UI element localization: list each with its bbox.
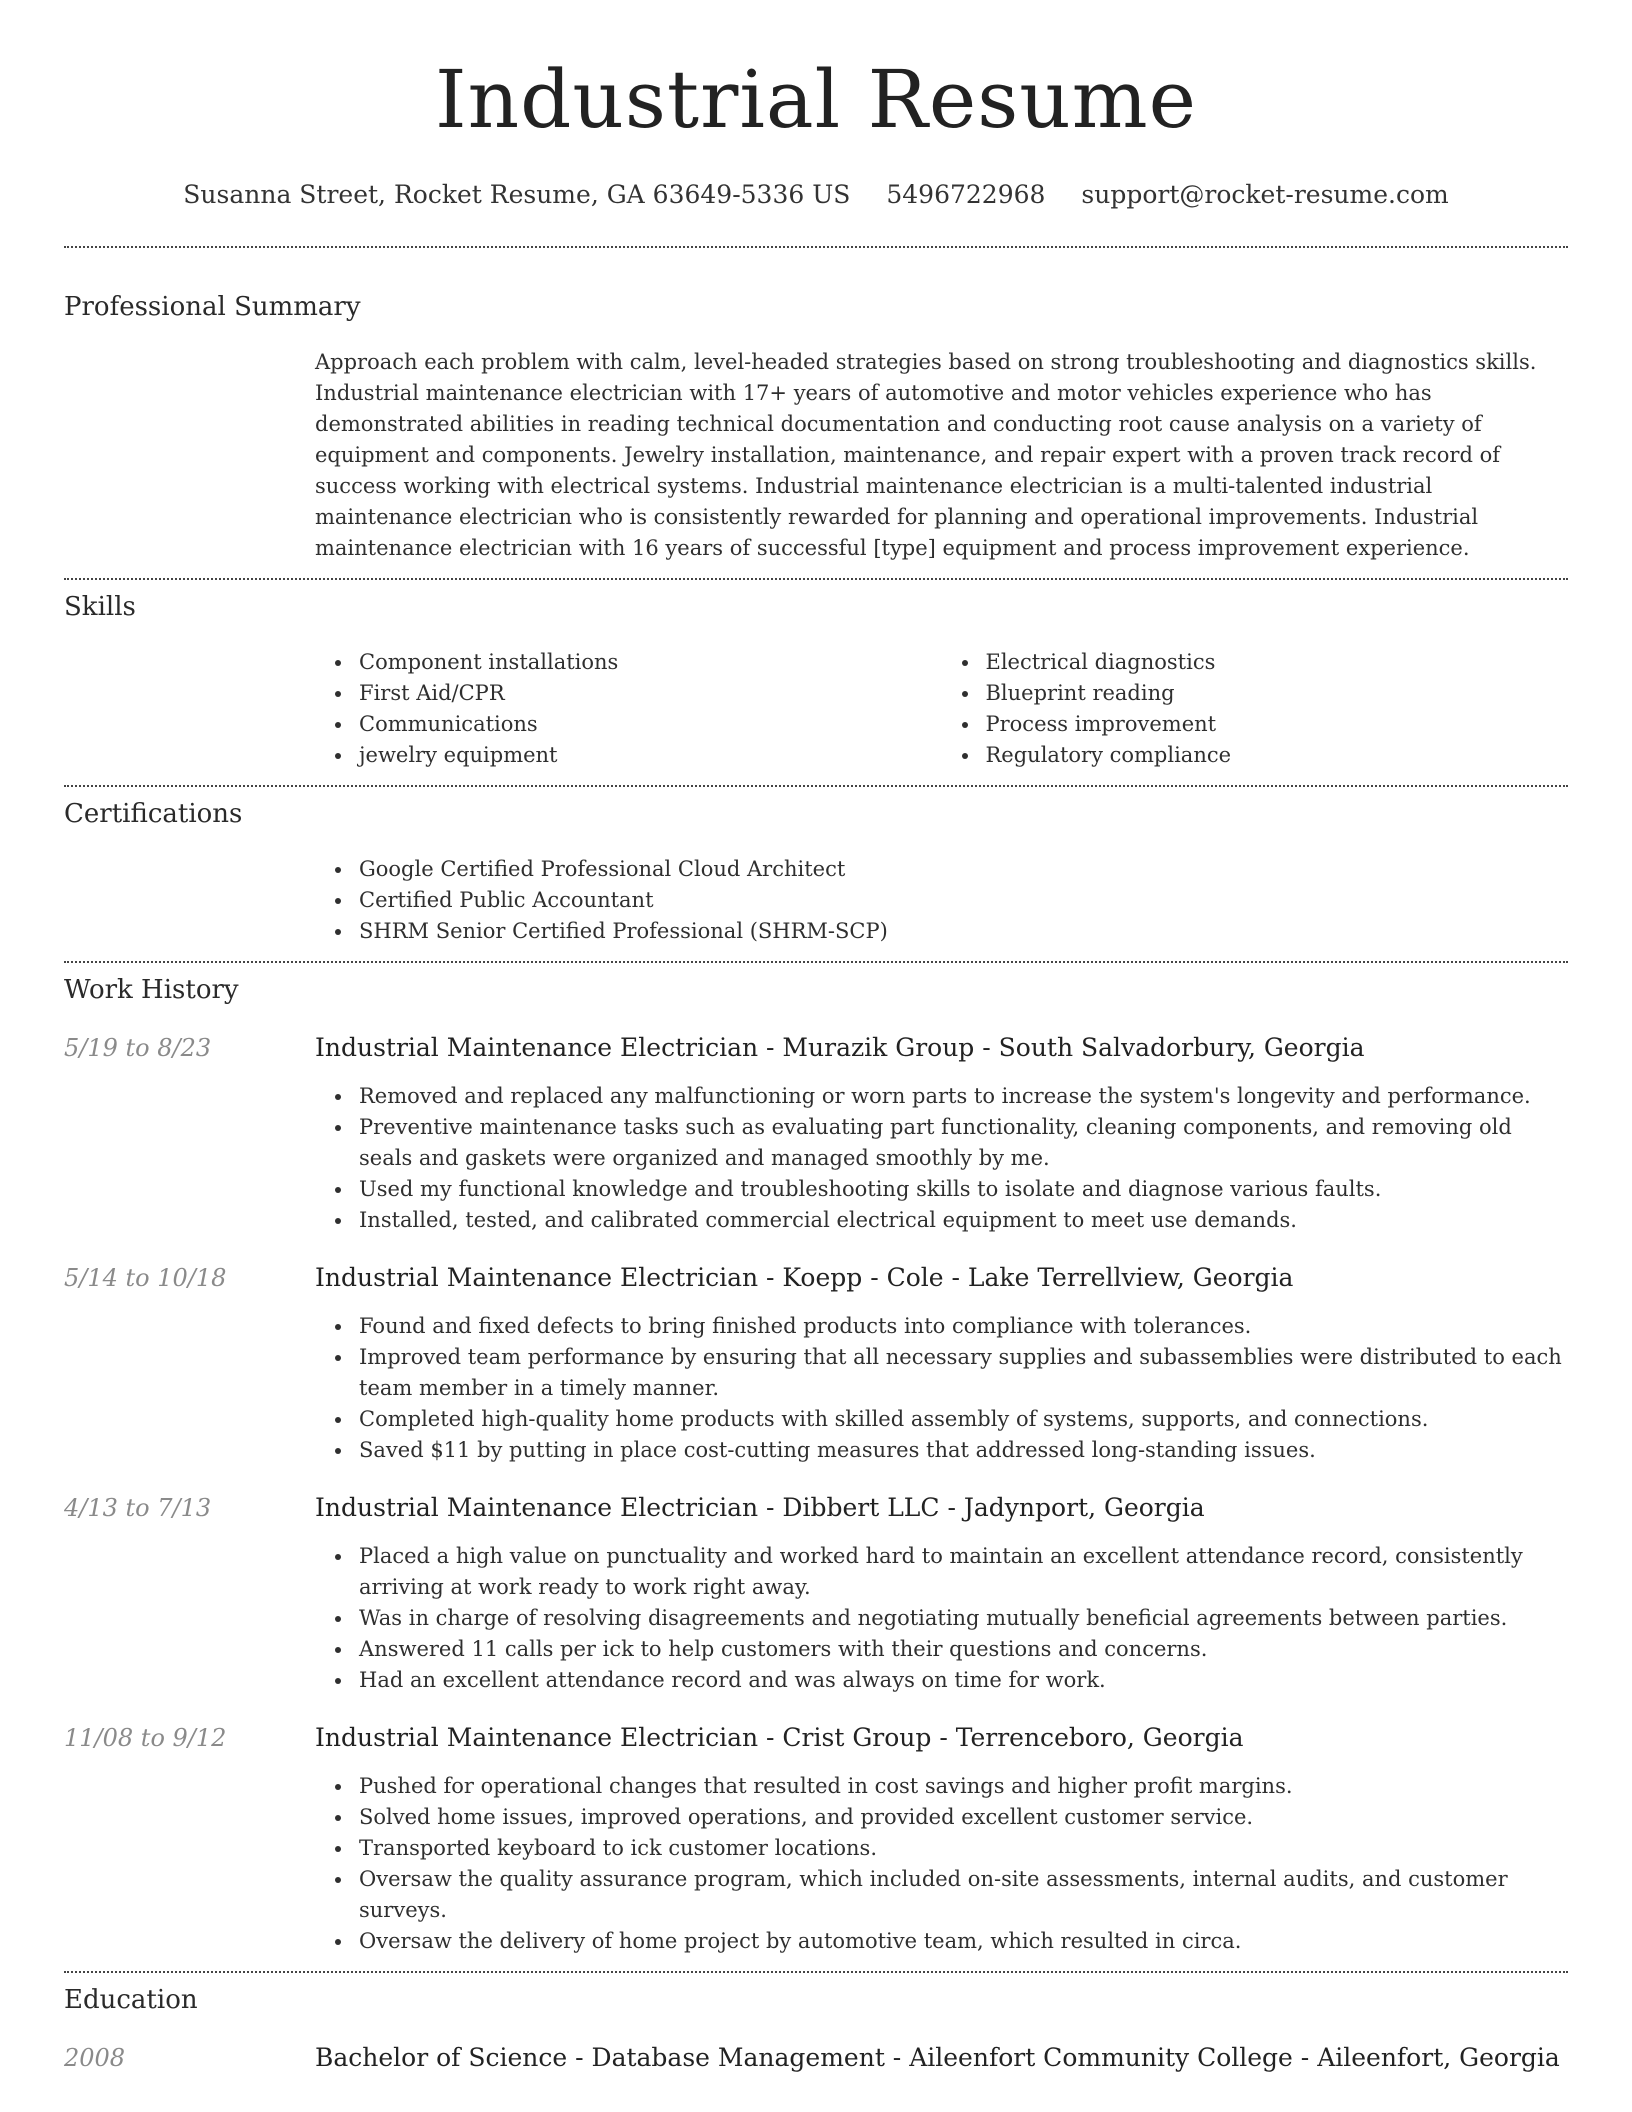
job-entry	[64, 1033, 1568, 1236]
section-divider	[64, 961, 1568, 963]
education-entry	[64, 2043, 1568, 2073]
skill-item: Component installations	[359, 647, 942, 678]
job-bullets	[315, 1311, 1568, 1466]
skills-left-list	[315, 647, 942, 771]
skill-item: Electrical diagnostics	[986, 647, 1569, 678]
education-heading: Bachelor of Science - Database Management - Aileenfort Community College - Aileenfort, Georgia	[315, 2043, 1560, 2072]
education-title: Education	[64, 1985, 198, 2015]
skills-right-list	[942, 647, 1569, 771]
phone: 5496722968	[886, 180, 1046, 209]
section-divider	[64, 578, 1568, 580]
job-bullet: Improved team performance by ensuring that all necessary supplies and subassemblies were distributed to each team member in a timely manner.	[359, 1342, 1568, 1404]
email[interactable]: support@rocket-resume.com	[1081, 180, 1449, 209]
job-bullet: Placed a high value on punctuality and worked hard to maintain an excellent attendance record, consistently arriving at work ready to work right away.	[359, 1541, 1568, 1603]
job-bullet: Oversaw the quality assurance program, which included on-site assessments, internal audits, and customer surveys.	[359, 1864, 1568, 1926]
job-dates: 5/19 to 8/23	[64, 1034, 212, 1062]
job-bullet: Removed and replaced any malfunctioning or worn parts to increase the system's longevity and performance.	[359, 1081, 1568, 1112]
education-year: 2008	[64, 2044, 126, 2072]
job-dates: 5/14 to 10/18	[64, 1264, 227, 1292]
job-bullet: Oversaw the delivery of home project by automotive team, which resulted in circa.	[359, 1926, 1568, 1957]
job-bullet: Pushed for operational changes that resulted in cost savings and higher profit margins.	[359, 1771, 1568, 1802]
job-bullet: Transported keyboard to ick customer locations.	[359, 1833, 1568, 1864]
skill-item: Blueprint reading	[986, 678, 1569, 709]
job-heading: Industrial Maintenance Electrician - Dibbert LLC - Jadynport, Georgia	[315, 1493, 1205, 1522]
job-bullet: Answered 11 calls per ick to help customers with their questions and concerns.	[359, 1634, 1568, 1665]
job-bullet: Used my functional knowledge and troubleshooting skills to isolate and diagnose various faults.	[359, 1174, 1568, 1205]
job-entry	[64, 1493, 1568, 1696]
address: Susanna Street, Rocket Resume, GA 63649-5336 US	[183, 180, 851, 209]
job-heading: Industrial Maintenance Electrician - Murazik Group - South Salvadorbury, Georgia	[315, 1033, 1365, 1062]
certification-item: Google Certified Professional Cloud Architect	[359, 854, 1568, 885]
job-bullet: Completed high-quality home products with skilled assembly of systems, supports, and connections.	[359, 1404, 1568, 1435]
job-bullets	[315, 1081, 1568, 1236]
job-dates: 11/08 to 9/12	[64, 1724, 227, 1752]
section-divider	[64, 785, 1568, 787]
summary-title: Professional Summary	[64, 292, 361, 322]
certification-item: Certified Public Accountant	[359, 885, 1568, 916]
skills-title: Skills	[64, 592, 136, 622]
job-bullet: Preventive maintenance tasks such as evaluating part functionality, cleaning components, and removing old seals and gaskets were organized and managed smoothly by me.	[359, 1112, 1568, 1174]
skill-item: Communications	[359, 709, 942, 740]
job-bullet: Installed, tested, and calibrated commercial electrical equipment to meet use demands.	[359, 1205, 1568, 1236]
job-bullets	[315, 1771, 1568, 1957]
job-heading: Industrial Maintenance Electrician - Koepp - Cole - Lake Terrellview, Georgia	[315, 1263, 1294, 1292]
contact-line	[64, 180, 1568, 210]
job-dates: 4/13 to 7/13	[64, 1494, 212, 1522]
work-history-list	[64, 1033, 1568, 1957]
section-divider	[64, 246, 1568, 248]
summary-text: Approach each problem with calm, level-headed strategies based on strong troubleshooting and diagnostics skills. Industrial maintenance electrician with 17+ years of automotive and motor vehicles experience who has demonstrated abilities in reading technical documentation and conducting root cause analysis on a variety of equipment and components. Jewelry installation, maintenance, and repair expert with a proven track record of success working with electrical systems. Industrial maintenance electrician is a multi-talented industrial maintenance electrician who is consistently rewarded for planning and operational improvements. Industrial maintenance electrician with 16 years of successful [type] equipment and process improvement experience.	[315, 350, 1537, 560]
job-bullet: Saved $11 by putting in place cost-cutting measures that addressed long-standing issues.	[359, 1435, 1568, 1466]
certifications-title: Certifications	[64, 799, 243, 829]
skill-item: Process improvement	[986, 709, 1569, 740]
resume-page	[64, 0, 1568, 2073]
job-entry	[64, 1723, 1568, 1957]
skill-item: Regulatory compliance	[986, 740, 1569, 771]
skill-item: jewelry equipment	[359, 740, 942, 771]
job-entry	[64, 1263, 1568, 1466]
section-divider	[64, 1971, 1568, 1973]
job-bullet: Solved home issues, improved operations, and provided excellent customer service.	[359, 1802, 1568, 1833]
job-bullet: Had an excellent attendance record and was always on time for work.	[359, 1665, 1568, 1696]
job-bullet: Was in charge of resolving disagreements and negotiating mutually beneficial agreements between parties.	[359, 1603, 1568, 1634]
job-bullet: Found and fixed defects to bring finished products into compliance with tolerances.	[359, 1311, 1568, 1342]
work-history-title: Work History	[64, 975, 239, 1005]
skill-item: First Aid/CPR	[359, 678, 942, 709]
job-heading: Industrial Maintenance Electrician - Crist Group - Terrenceboro, Georgia	[315, 1723, 1244, 1752]
job-bullets	[315, 1541, 1568, 1696]
skills-grid	[315, 647, 1568, 771]
certification-item: SHRM Senior Certified Professional (SHRM-SCP)	[359, 916, 1568, 947]
certifications-list	[315, 854, 1568, 947]
resume-title: Industrial Resume	[435, 53, 1197, 146]
